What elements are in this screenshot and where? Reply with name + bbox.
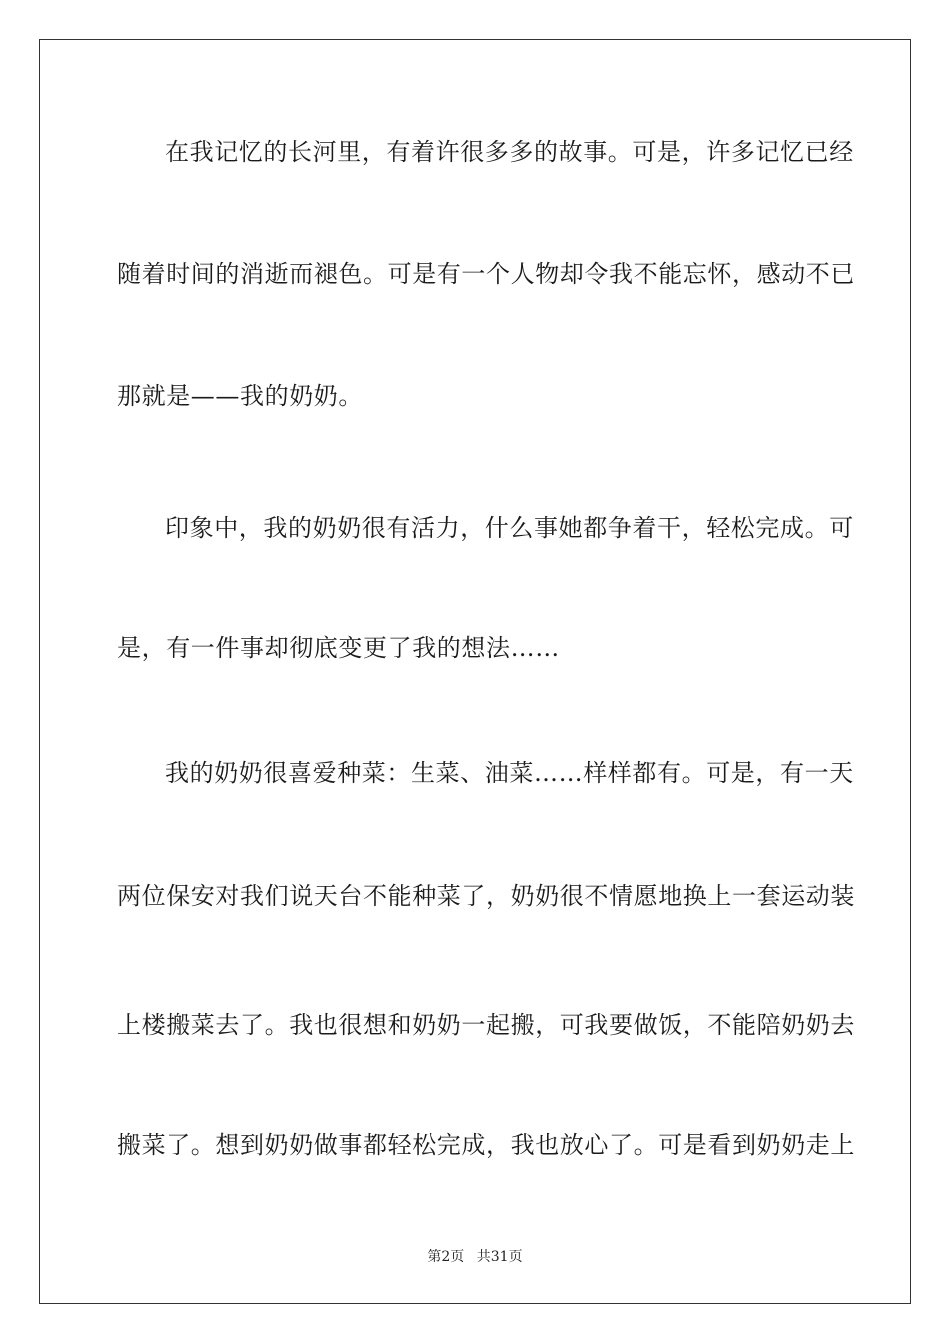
body-text-line: 搬菜了。想到奶奶做事都轻松完成，我也放心了。可是看到奶奶走上 [117,1131,855,1159]
body-text-line: 在我记忆的长河里，有着许很多多的故事。可是，许多记忆已经 [165,138,854,166]
body-text-line: 印象中，我的奶奶很有活力，什么事她都争着干，轻松完成。可 [165,514,854,542]
body-text-line: 两位保安对我们说天台不能种菜了，奶奶很不情愿地换上一套运动装 [117,882,855,910]
body-text-line: 随着时间的消逝而褪色。可是有一个人物却令我不能忘怀，感动不已 [117,260,855,288]
page-border [39,39,911,1304]
total-pages: 共31页 [476,1249,523,1265]
body-text-line: 我的奶奶很喜爱种菜：生菜、油菜……样样都有。可是，有一天 [165,759,854,787]
page-footer [0,1248,950,1266]
body-text-line: 那就是——我的奶奶。 [117,382,363,410]
body-text-line: 上楼搬菜去了。我也很想和奶奶一起搬，可我要做饭，不能陪奶奶去 [117,1011,855,1039]
body-text-line: 是，有一件事却彻底变更了我的想法…… [117,634,560,662]
page-number: 第2页 [427,1249,465,1265]
